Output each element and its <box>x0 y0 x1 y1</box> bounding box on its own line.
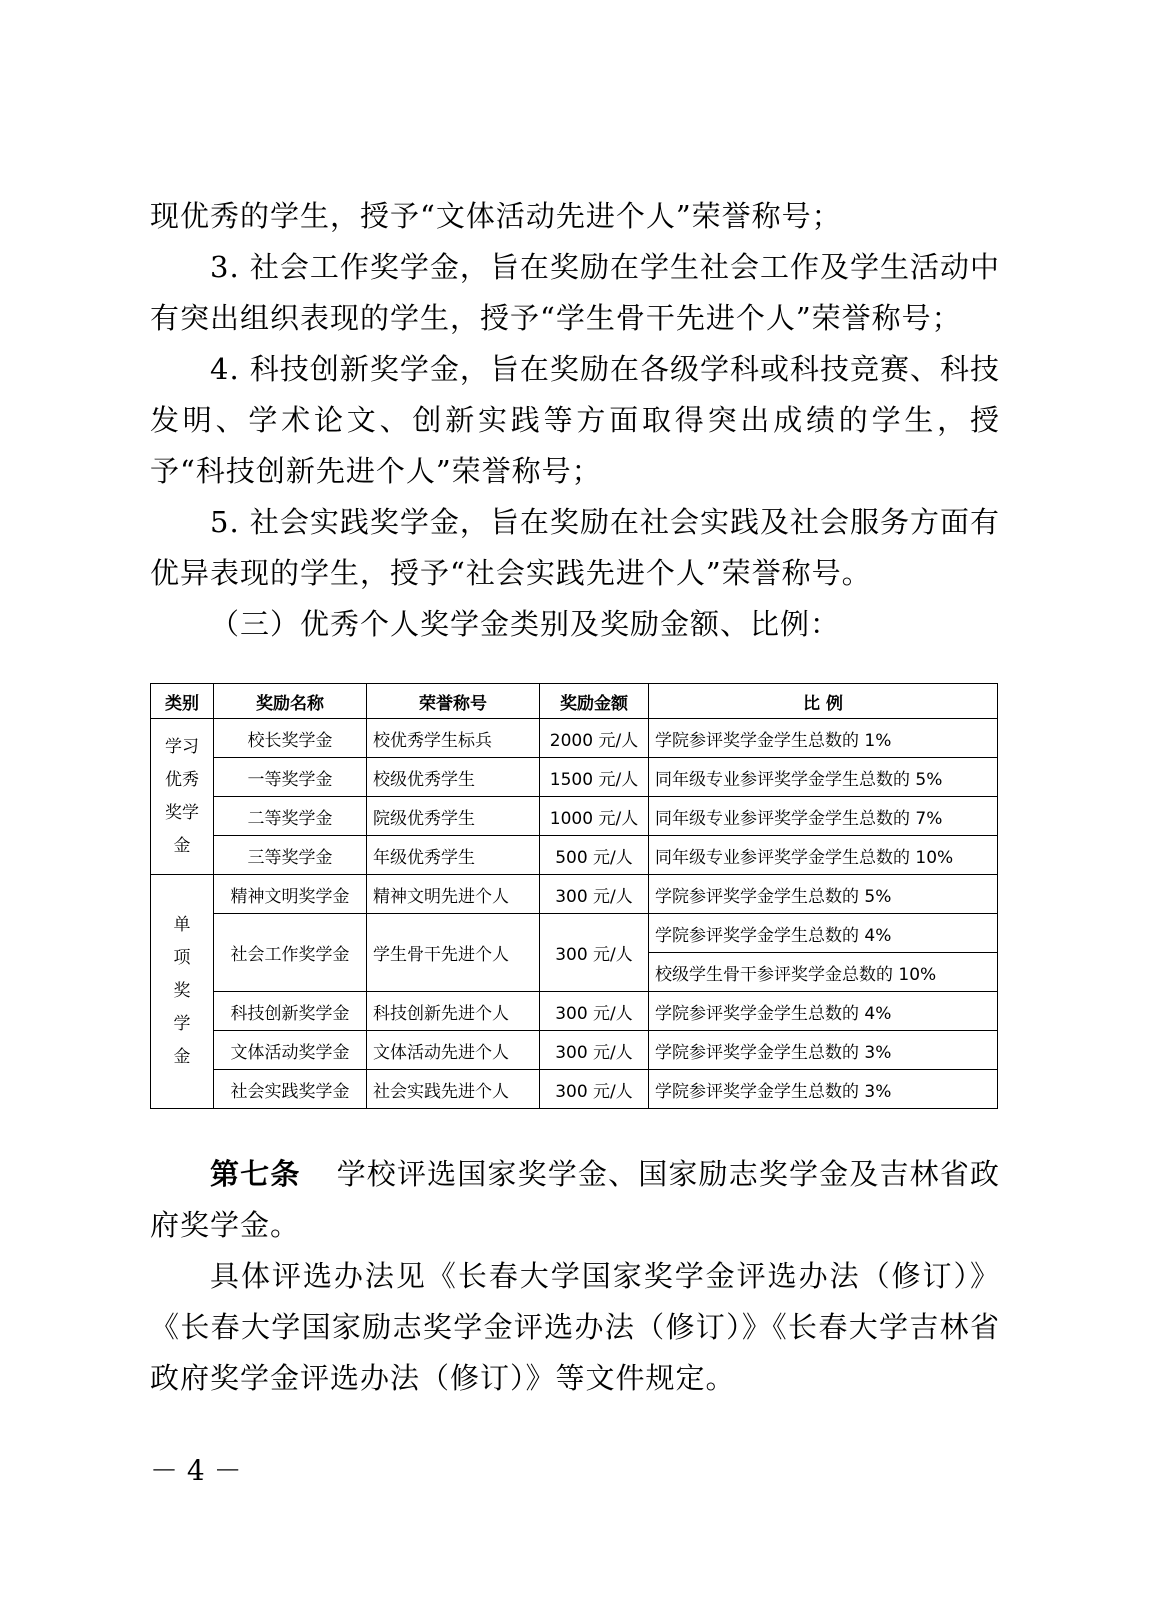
table-row <box>151 875 998 914</box>
table-row <box>151 1031 998 1070</box>
paragraph-continuation: 现优秀的学生，授予“文体活动先进个人”荣誉称号； <box>150 199 842 233</box>
article-7-text: 学校评选国家奖学金、国家励志奖学金及吉林省政府奖学金。 <box>150 1157 1000 1242</box>
award-amount: 300 元/人 <box>540 1031 649 1070</box>
honor-title: 精神文明先进个人 <box>367 875 540 914</box>
award-ratio: 学院参评奖学金学生总数的 3% <box>649 1070 998 1109</box>
category-study-excellence <box>151 719 214 875</box>
award-amount: 500 元/人 <box>540 836 649 875</box>
honor-title: 校优秀学生标兵 <box>367 719 540 758</box>
article-7-paragraph <box>150 1149 1000 1251</box>
article-7-heading: 第七条 <box>210 1157 301 1191</box>
table-row <box>151 992 998 1031</box>
award-amount: 1500 元/人 <box>540 758 649 797</box>
category-label: 单项奖学金 <box>173 915 191 1067</box>
article-7-detail: 具体评选办法见《长春大学国家奖学金评选办法（修订）》《长春大学国家励志奖学金评选办法（修订）》《长春大学吉林省政府奖学金评选办法（修订）》等文件规定。 <box>150 1259 1000 1395</box>
award-name: 社会实践奖学金 <box>214 1070 367 1109</box>
award-ratio: 同年级专业参评奖学金学生总数的 5% <box>649 758 998 797</box>
award-ratio: 学院参评奖学金学生总数的 4% <box>649 992 998 1031</box>
header-amount: 奖励金额 <box>540 684 649 719</box>
award-name: 一等奖学金 <box>214 758 367 797</box>
scholarship-table <box>150 683 998 1109</box>
paragraph-item-3: 3. 社会工作奖学金，旨在奖励在学生社会工作及学生活动中有突出组织表现的学生，授予“学生骨干先进个人”荣誉称号； <box>150 250 1000 335</box>
paragraph-section-3-heading: （三）优秀个人奖学金类别及奖励金额、比例： <box>210 607 841 641</box>
page-number: － 4 － <box>150 1454 242 1487</box>
award-amount: 300 元/人 <box>540 875 649 914</box>
award-name: 二等奖学金 <box>214 797 367 836</box>
honor-title: 院级优秀学生 <box>367 797 540 836</box>
award-amount: 300 元/人 <box>540 992 649 1031</box>
honor-title: 校级优秀学生 <box>367 758 540 797</box>
award-ratio: 学院参评奖学金学生总数的 1% <box>649 719 998 758</box>
award-name: 科技创新奖学金 <box>214 992 367 1031</box>
honor-title: 文体活动先进个人 <box>367 1031 540 1070</box>
award-ratio: 同年级专业参评奖学金学生总数的 10% <box>649 836 998 875</box>
header-ratio: 比 例 <box>649 684 998 719</box>
award-name: 精神文明奖学金 <box>214 875 367 914</box>
award-amount: 300 元/人 <box>540 914 649 992</box>
header-honor-title: 荣誉称号 <box>367 684 540 719</box>
honor-title: 学生骨干先进个人 <box>367 914 540 992</box>
table-header-row <box>151 684 998 719</box>
honor-title: 科技创新先进个人 <box>367 992 540 1031</box>
table-row <box>151 914 998 953</box>
award-ratio: 学院参评奖学金学生总数的 4% <box>649 914 998 953</box>
award-name: 社会工作奖学金 <box>214 914 367 992</box>
award-ratio: 学院参评奖学金学生总数的 5% <box>649 875 998 914</box>
table-row <box>151 719 998 758</box>
award-name: 三等奖学金 <box>214 836 367 875</box>
category-label: 学习优秀奖学金 <box>165 736 199 856</box>
award-amount: 1000 元/人 <box>540 797 649 836</box>
paragraph-item-4: 4. 科技创新奖学金，旨在奖励在各级学科或科技竞赛、科技发明、学术论文、创新实践等方面取得突出成绩的学生，授予“科技创新先进个人”荣誉称号； <box>150 352 1000 488</box>
award-ratio: 同年级专业参评奖学金学生总数的 7% <box>649 797 998 836</box>
award-ratio: 学院参评奖学金学生总数的 3% <box>649 1031 998 1070</box>
honor-title: 社会实践先进个人 <box>367 1070 540 1109</box>
award-ratio-secondary: 校级学生骨干参评奖学金总数的 10% <box>649 953 998 992</box>
award-name: 文体活动奖学金 <box>214 1031 367 1070</box>
body-text-bottom <box>150 1149 1000 1404</box>
table-row <box>151 797 998 836</box>
header-category: 类别 <box>151 684 214 719</box>
header-award-name: 奖励名称 <box>214 684 367 719</box>
table-row <box>151 1070 998 1109</box>
award-amount: 2000 元/人 <box>540 719 649 758</box>
body-text-top <box>150 191 1000 650</box>
award-amount: 300 元/人 <box>540 1070 649 1109</box>
award-name: 校长奖学金 <box>214 719 367 758</box>
table-row <box>151 758 998 797</box>
category-individual <box>151 875 214 1109</box>
table-row <box>151 836 998 875</box>
paragraph-item-5: 5. 社会实践奖学金，旨在奖励在社会实践及社会服务方面有优异表现的学生，授予“社会实践先进个人”荣誉称号。 <box>150 505 1000 590</box>
honor-title: 年级优秀学生 <box>367 836 540 875</box>
